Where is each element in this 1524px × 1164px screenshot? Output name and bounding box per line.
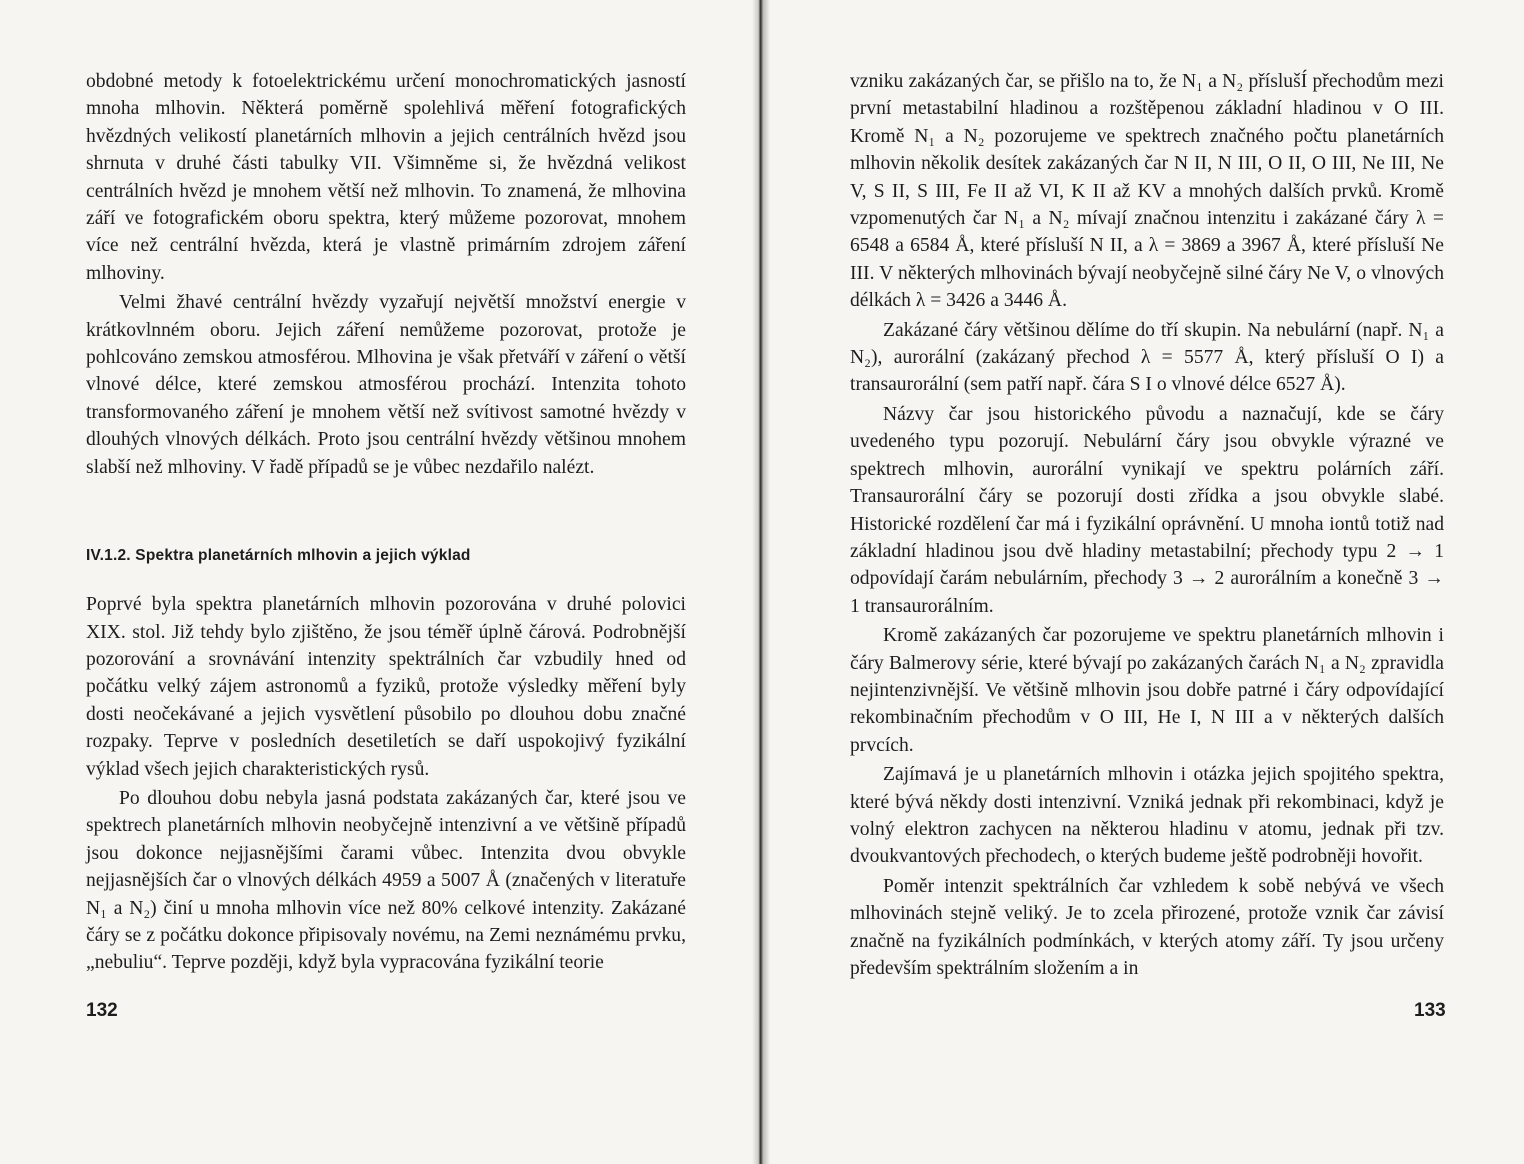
- paragraph: Velmi žhavé centrální hvězdy vyzařují největší množství energie v krátkovlnném oboru. Jejich záření nemůžeme pozorovat, protože je pohlcováno zemskou atmosférou. Mlhovina je však přetváří v záření o větší vlnové délce, které zemskou atmosférou prochází. Intenzita tohoto transformovaného záření je mnohem větší než svítivost samotné hvězdy v dlouhých vlnových délkách. Proto jsou centrální hvězdy většinou mnohem slabší než mlhoviny. V řadě případů se je vůbec nezdařilo nalézt.: [86, 292, 686, 478]
- right-page-text: [850, 68, 1444, 982]
- paragraph: Poměr intenzit spektrálních čar vzhledem k sobě nebývá ve všech mlhovinách stejně veliký. Je to zcela přirozené, protože vznik čar závisí značně na fyzikálních podmínkách, v kterých atomy září. Ty jsou určeny především spektrálním složením a in: [850, 875, 1444, 979]
- left-page: [0, 0, 752, 1164]
- left-page-text: [86, 68, 686, 977]
- paragraph: vzniku zakázaných čar, se přišlo na to, že N₁ a N₂ příslušÍ přechodům mezi první metastabilní hladinou a rozštěpenou základní hladinou v O III. Kromě N₁ a N₂ pozorujeme ve spektrech značného počtu planetárních mlhovin několik desítek zakázaných čar N II, N III, O II, O III, Ne III, Ne V, S II, S III, Fe II až VI, K II až KV a mnohých dalších prvků. Kromě vzpomenutých čar N₁ a N₂ mívají značnou intenzitu i zakázané čáry λ = 6548 a 6584 Å, které přísluší N II, a λ = 3869 a 3967 Å, které přísluší Ne III. V některých mlhovinách bývají neobyčejně silné čáry Ne V, o vlnových délkách λ = 3426 a 3446 Å.: [850, 71, 1444, 312]
- paragraph: Poprvé byla spektra planetárních mlhovin pozorována v druhé polovici XIX. stol. Již tehdy bylo zjištěno, že jsou téměř úplně čárová. Podrobnější pozorování a srovnávání intenzity spektrálních čar vzbudily hned od počátku velký zájem astronomů a fyziků, protože výsledky měření byly dosti neočekávané a jejich vysvětlení působilo po dlouhou dobu značné rozpaky. Teprve v posledních desetiletích se daří uspokojivý fyzikální výklad všech jejich charakteristických rysů.: [86, 594, 686, 780]
- paragraph: Názvy čar jsou historického původu a naznačují, kde se čáry uvedeného typu pozorují. Nebulární čáry jsou obvykle výrazné ve spektrech mlhovin, aurorální vynikají ve spektru polárních září. Transaurorální čáry se pozorují dosti zřídka a jsou obvykle slabé. Historické rozdělení čar má i fyzikální oprávnění. U mnoha iontů totiž nad základní hladinou jsou dvě hladiny metastabilní; přechody typu 2 → 1 odpovídají čarám nebulárním, přechody 3 → 2 aurorálním a konečně 3 → 1 transaurorálním.: [850, 403, 1444, 617]
- paragraph: Zajímavá je u planetárních mlhovin i otázka jejich spojitého spektra, které bývá někdy dosti intenzivní. Vzniká jednak při rekombinaci, když je volný elektron zachycen na některou hladinu v atomu, jednak při tzv. dvoukvantových přechodech, o kterých budeme ještě podrobněji hovořit.: [850, 764, 1444, 868]
- paragraph: Zakázané čáry většinou dělíme do tří skupin. Na nebulární (např. N₁ a N₂), aurorální (zakázaný přechod λ = 5577 Å, který přísluší O I) a transaurorální (sem patří např. čára S I o vlnové délce 6527 Å).: [850, 319, 1444, 396]
- page-number: 132: [86, 1000, 118, 1021]
- page-number: 133: [1414, 1000, 1446, 1021]
- right-page: [770, 0, 1524, 1164]
- section-heading: IV.1.2. Spektra planetárních mlhovin a jejich výklad: [86, 547, 471, 565]
- paragraph: Po dlouhou dobu nebyla jasná podstata zakázaných čar, které jsou ve spektrech planetárních mlhovin neobyčejně intenzivní a ve většině případů jsou dokonce nejjasnějšími čarami vůbec. Intenzita dvou obvykle nejjasnějších čar o vlnových délkách 4959 a 5007 Å (značených v literatuře N₁ a N₂) činí u mnoha mlhovin více než 80% celkové intenzity. Zakázané čáry se z počátku dokonce připisovaly novému, na Zemi neznámému prvku, „nebuliu“. Teprve později, když byla vypracována fyzikální teorie: [86, 787, 686, 974]
- paragraph: Kromě zakázaných čar pozorujeme ve spektru planetárních mlhovin i čáry Balmerovy série, které bývají po zakázaných čarách N₁ a N₂ zpravidla nejintenzivnější. Ve většině mlhovin jsou dobře patrné i čáry odpovídající rekombinačním přechodům v O III, He I, N III a v některých dalších prvcích.: [850, 625, 1444, 756]
- book-gutter: [752, 0, 770, 1164]
- paragraph: obdobné metody k fotoelektrickému určení monochromatických jasností mnoha mlhovin. Některá poměrně spolehlivá měření fotografických hvězdných velikostí planetárních mlhovin a jejich centrálních hvězd jsou shrnuta v druhé části tabulky VII. Všimněme si, že hvězdná velikost centrálních hvězd je mnohem větší než mlhovin. To znamená, že mlhovina září ve fotografickém oboru spektra, který můžeme pozorovat, mnohem více než centrální hvězda, která je vlastně primárním zdrojem záření mlhoviny.: [86, 71, 686, 284]
